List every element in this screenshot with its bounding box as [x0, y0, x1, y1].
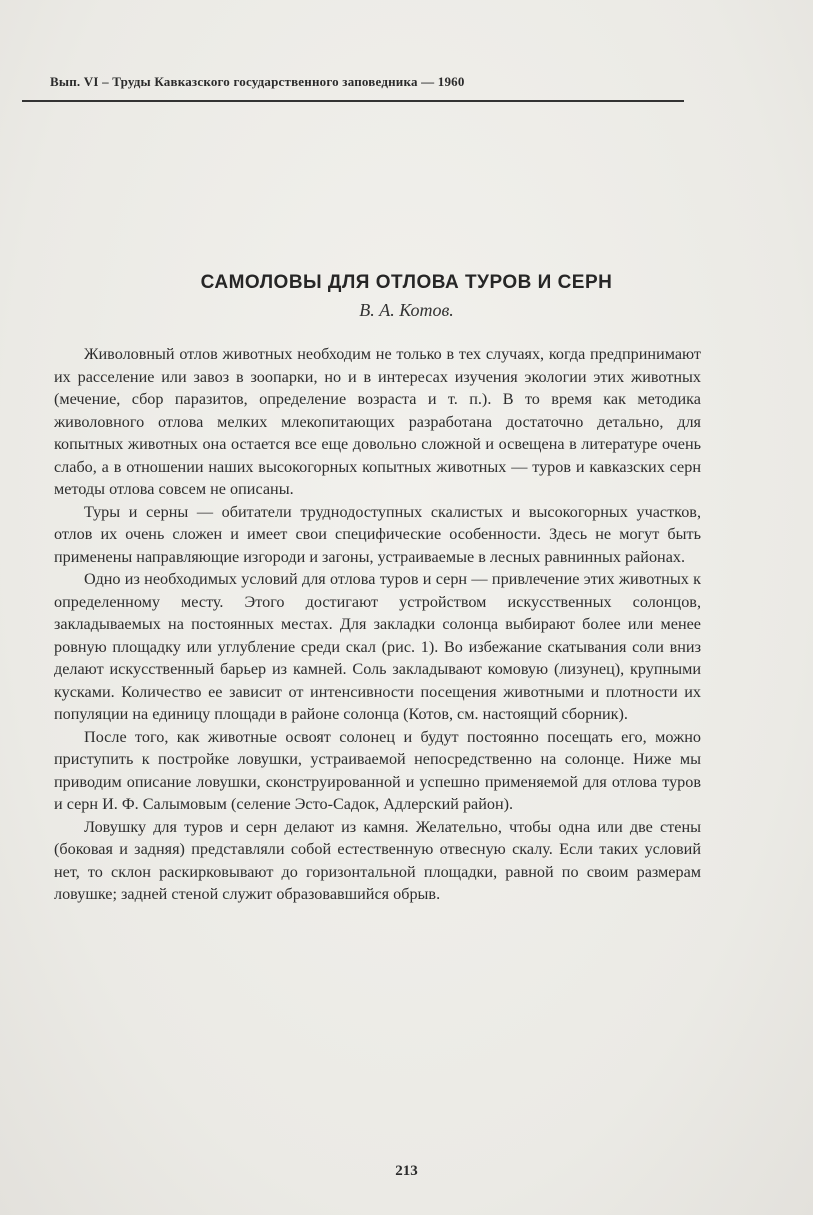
article-author: В. А. Котов.	[359, 300, 454, 320]
page-number: 213	[395, 1163, 418, 1179]
paragraph: Живоловный отлов животных необходим не только в тех случаях, когда предпринимают их расселение или завоз в зоопарки, но и в интересах изучения экологии этих животных (мечение, сбор паразитов, определение возраста и т. п.). В то время как методика живоловного отлова мелких млекопитающих разработана достаточно детально, для копытных животных она остается все еще довольно сложной и освещена в литературе очень слабо, а в отношении наших высокогорных копытных животных — туров и кавказских серн методы отлова совсем не описаны.	[54, 345, 701, 498]
article-body	[54, 343, 701, 906]
article-title: САМОЛОВЫ ДЛЯ ОТЛОВА ТУРОВ И СЕРН	[200, 272, 613, 293]
running-head: Вып. VI – Труды Кавказского государственного заповедника — 1960	[50, 74, 465, 89]
paragraph: Туры и серны — обитатели труднодоступных скалистых и высокогорных участков, отлов их очень сложен и имеет свои специфические особенности. Здесь не могут быть применены направляющие изгороди и загоны, устраиваемые в лесных равнинных районах.	[54, 502, 701, 566]
paragraph: Ловушку для туров и серн делают из камня. Желательно, чтобы одна или две стены (боковая и задняя) представляли собой естественную отвесную скалу. Если таких условий нет, то склон раскирковывают до горизонтальной площадки, равной по своим размерам ловушке; задней стеной служит образовавшийся обрыв.	[54, 817, 701, 903]
paragraph: После того, как животные освоят солонец и будут постоянно посещать его, можно приступить к постройке ловушки, устраиваемой непосредственно на солонце. Ниже мы приводим описание ловушки, сконструированной и успешно применяемой для отлова туров и серн И. Ф. Салымовым (селение Эсто-Садок, Адлерский район).	[54, 727, 701, 813]
header-rule	[22, 100, 684, 102]
paragraph: Одно из необходимых условий для отлова туров и серн — привлечение этих животных к определенному месту. Этого достигают устройством искусственных солонцов, закладываемых на постоянных местах. Для закладки солонца выбирают более или менее ровную площадку или углубление среди скал (рис. 1). Во избежание скатывания соли вниз делают искусственный барьер из камней. Соль закладывают комовую (лизунец), крупными кусками. Количество ее зависит от интенсивности посещения животными и плотности их популяции на единицу площади в районе солонца (Котов, см. настоящий сборник).	[54, 570, 701, 723]
